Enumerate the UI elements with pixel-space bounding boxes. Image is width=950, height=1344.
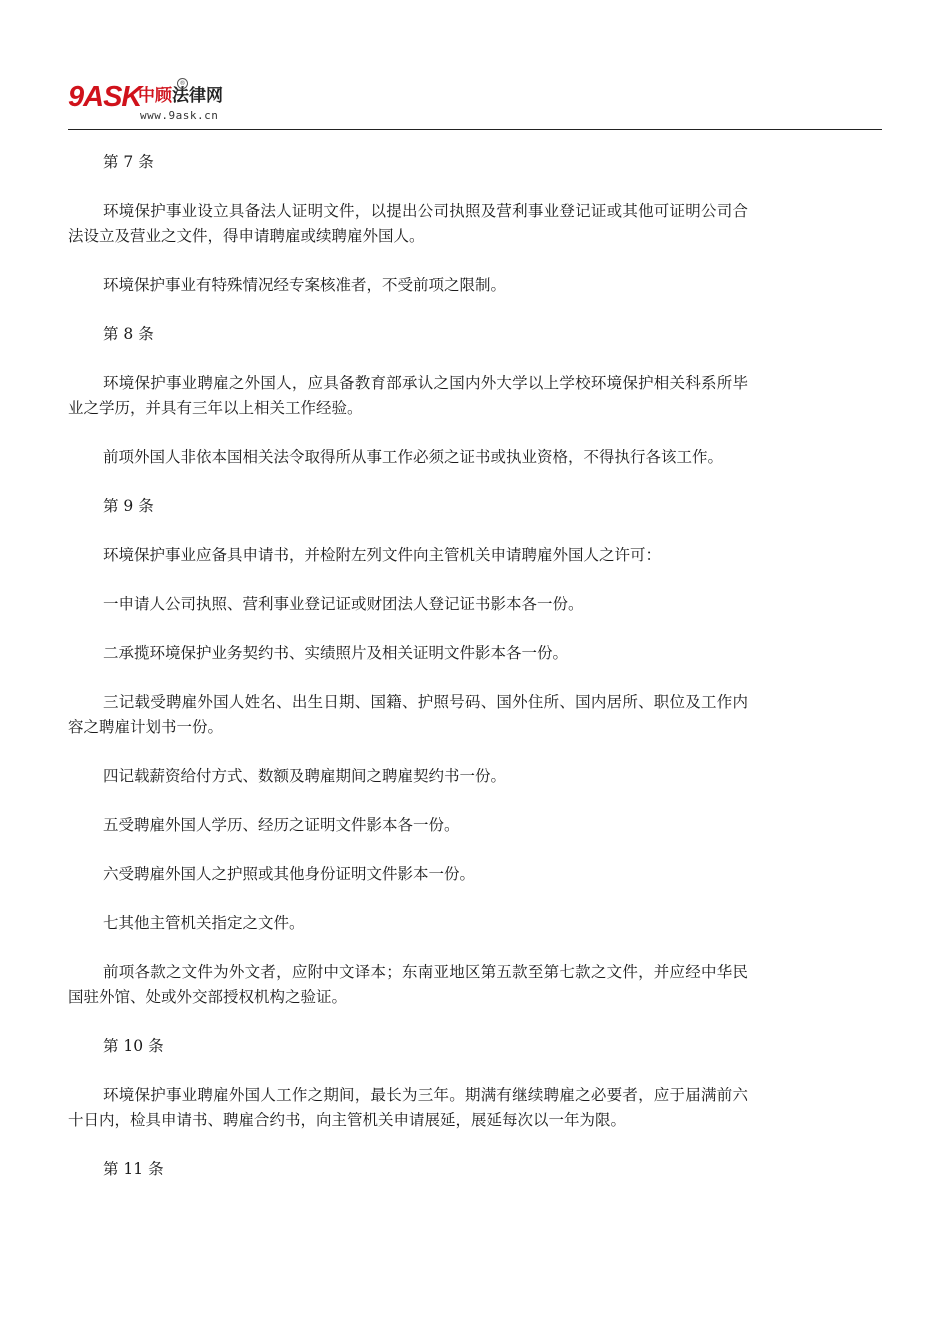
paragraph: 环境保护事业聘雇之外国人，应具备教育部承认之国内外大学以上学校环境保护相关科系所毕业之学历，并具有三年以上相关工作经验。 (68, 374, 748, 417)
paragraph: 环境保护事业聘雇外国人工作之期间，最长为三年。期满有继续聘雇之必要者，应于届满前六十日内，检具申请书、聘雇合约书，向主管机关申请展延，展延每次以一年为限。 (68, 1086, 748, 1129)
article-heading: 第 11 条 (103, 1160, 164, 1178)
paragraph: 环境保护事业有特殊情况经专案核准者，不受前项之限制。 (103, 276, 507, 294)
paragraph: 前项各款之文件为外文者，应附中文译本；东南亚地区第五款至第七款之文件，并应经中华民国驻外馆、处或外交部授权机构之验证。 (68, 963, 748, 1006)
logo-mark-ask: ASK (83, 81, 142, 113)
page-header (68, 72, 882, 130)
document-body (68, 150, 748, 1206)
article-heading: 第 8 条 (103, 325, 154, 343)
logo-url: www.9ask.cn (140, 109, 219, 122)
list-item: 六受聘雇外国人之护照或其他身份证明文件影本一份。 (103, 865, 476, 883)
list-item: 五受聘雇外国人学历、经历之证明文件影本各一份。 (103, 816, 460, 834)
article-heading: 第 10 条 (103, 1037, 164, 1055)
article-heading: 第 7 条 (103, 153, 154, 171)
list-item: 三记载受聘雇外国人姓名、出生日期、国籍、护照号码、国外住所、国内居所、职位及工作内容之聘雇计划书一份。 (68, 693, 748, 736)
logo-mark-nine: 9 (68, 81, 84, 113)
list-item: 二承揽环境保护业务契约书、实绩照片及相关证明文件影本各一份。 (103, 644, 569, 662)
paragraph: 环境保护事业设立具备法人证明文件，以提出公司执照及营利事业登记证或其他可证明公司合法设立及营业之文件，得申请聘雇或续聘雇外国人。 (68, 202, 748, 245)
list-item: 七其他主管机关指定之文件。 (103, 914, 305, 932)
logo-cn-part2: 法律网 (172, 86, 223, 106)
registered-icon: ® (177, 78, 188, 89)
article-heading: 第 9 条 (103, 497, 154, 515)
paragraph: 前项外国人非依本国相关法令取得所从事工作必须之证书或执业资格，不得执行各该工作。 (103, 448, 724, 466)
header-divider (68, 129, 882, 130)
site-logo[interactable] (68, 76, 268, 126)
list-item: 一申请人公司执照、营利事业登记证或财团法人登记证书影本各一份。 (103, 595, 584, 613)
list-item: 四记载薪资给付方式、数额及聘雇期间之聘雇契约书一份。 (103, 767, 507, 785)
logo-cn-part1: 中顾 (138, 86, 172, 106)
logo-chinese-name (138, 86, 223, 106)
logo-mark (68, 82, 141, 112)
paragraph: 环境保护事业应备具申请书，并检附左列文件向主管机关申请聘雇外国人之许可： (103, 546, 662, 564)
